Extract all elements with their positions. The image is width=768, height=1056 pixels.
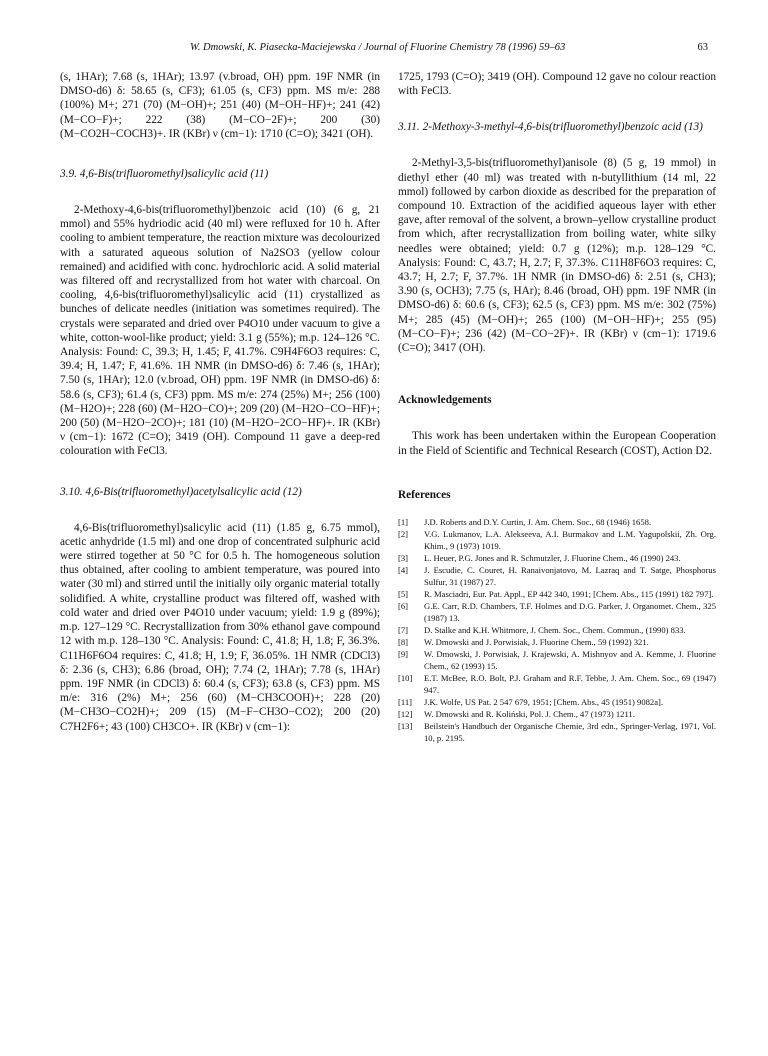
reference-number: [11] xyxy=(398,697,412,708)
continued-paragraph: 1725, 1793 (C=O); 3419 (OH). Compound 12 gave no colour reaction with FeCl3. xyxy=(398,71,716,98)
reference-text: W. Dmowski and J. Porwisiak, J. Fluorine Chem., 59 (1992) 321. xyxy=(424,637,649,648)
reference-number: [7] xyxy=(398,625,409,636)
reference-item xyxy=(398,552,716,564)
reference-item xyxy=(398,516,716,528)
reference-number: [5] xyxy=(398,589,409,600)
reference-number: [2] xyxy=(398,529,409,540)
reference-text: W. Dmowski, J. Porwisiak, J. Krajewski, A. Mishnyov and A. Kemme, J. Fluorine Chem., 62 (1993) 15. xyxy=(424,649,716,672)
reference-list xyxy=(398,516,716,744)
reference-text: J.K. Wolfe, US Pat. 2 547 679, 1951; [Chem. Abs., 45 (1951) 9082a]. xyxy=(424,697,664,708)
section-3-9-body: 2-Methoxy-4,6-bis(trifluoromethyl)benzoic acid (10) (6 g, 21 mmol) and 55% hydriodic acid (40 ml) were refluxed for 10 h. After cooling to ambient temperature, the reaction mixture was decolourized with a saturated aqueous solution of Na2SO3 (yellow colour remained) and acidified with conc. hydrochloric acid. A solid material was filtered off and recrystallized from hot water with charcoal. On cooling, 4,6-bis(trifluoromethyl)salicylic acid (11) crystallized as bunches of delicate needles (initiation was sometimes required). The crystals were separated and dried over P4O10 under vacuum to give a white, cotton-wool-like product; yield: 3.1 g (55%); m.p. 124–126 °C. Analysis: Found: C, 39.3; H, 1.45; F, 41.7%. C9H4F6O3 requires: C, 39.4; H, 1.47; F, 41.6%. 1H NMR (in DMSO-d6) δ: 7.46 (s, 1HAr); 7.50 (s, 1HAr); 12.0 (v.broad, OH) ppm. 19F NMR (in DMSO-d6) δ: 58.6 (s, CF3); 61.4 (s, CF3) ppm. MS m/e: 274 (25%) M+; 256 (100) (M−H2O)+; 228 (60) (M−H2O−CO)+; 209 (20) (M−H2O−CO−HF)+; 200 (50) (M−H2O−2CO)+; 181 (10) (M−H2O−2CO−HF)+. IR (KBr) ν (cm−1): 1672 (C=O); 3419 (OH). Compound 11 gave a deep-red colouration with FeCl3. xyxy=(60,204,380,458)
reference-item xyxy=(398,720,716,744)
reference-number: [8] xyxy=(398,637,409,648)
reference-number: [4] xyxy=(398,565,409,576)
reference-item xyxy=(398,600,716,624)
section-3-10-body: 4,6-Bis(trifluoromethyl)salicylic acid (11) (1.85 g, 6.75 mmol), acetic anhydride (1.5 ml) and one drop of concentrated sulphuric acid were stirred together at 50 °C for 0.5 h. The homogeneous solution thus obtained, after cooling to ambient temperature, was poured into water (30 ml) and stirred until the initially oily organic material totally solidified. A white, crystalline product was filtered off, washed with cold water and dried over P4O10 under vacuum; yield: 1.9 g (89%); m.p. 127–129 °C. Recrystallization from 30% ethanol gave compound 12 with m.p. 128–130 °C. Analysis: Found: C, 41.8; H, 1.8; F, 36.3%. C11H6F6O4 requires: C, 41.8; H, 1.9; F, 36.05%. 1H NMR (CDCl3) δ: 2.36 (s, CH3); 6.86 (broad, OH); 7.74 (2, 1HAr); 7.78 (s, 1HAr) ppm. 19F NMR (in CDCl3) δ: 60.4 (s, CF3); 63.8 (s, CF3) ppm. MS m/e: 316 (2%) M+; 256 (60) (M−CH3COOH)+; 228 (20) (M−CH3O−CO2H)+; 209 (15) (M−F−CH3O−CO2); 200 (20) C7H2F6+; 43 (100) CH3CO+. IR (KBr) ν (cm−1): xyxy=(60,521,380,733)
reference-item xyxy=(398,672,716,696)
section-3-10-title: 3.10. 4,6-Bis(trifluoromethyl)acetylsalicylic acid (12) xyxy=(60,485,302,498)
intro-paragraph: (s, 1HAr); 7.68 (s, 1HAr); 13.97 (v.broad, OH) ppm. 19F NMR (in DMSO-d6) δ: 58.65 (s, CF3); 61.05 (s, CF3) ppm. MS m/e: 288 (100%) M+; 271 (70) (M−OH)+; 251 (40) (M−OH−HF)+; 241 (42) (M−CO−F)+; 222 (38) (M−CO−2F)+; 200 (30) (M−CO2H−COCH3)+. IR (KBr) ν (cm−1): 1710 (C=O); 3421 (OH). xyxy=(60,71,380,140)
acknowledgements-body: This work has been undertaken within the European Cooperation in the Field of Scientific and Technical Research (COST), Action D2. xyxy=(398,430,716,457)
reference-item xyxy=(398,708,716,720)
reference-text: E.T. McBee, R.O. Bolt, P.J. Graham and R.F. Tebbe, J. Am. Chem. Soc., 69 (1947) 947. xyxy=(424,673,716,696)
reference-text: J.D. Roberts and D.Y. Curtin, J. Am. Chem. Soc., 68 (1946) 1658. xyxy=(424,517,652,528)
acknowledgements-heading: Acknowledgements xyxy=(398,394,492,407)
reference-text: R. Masciadri, Eur. Pat. Appl., EP 442 340, 1991; [Chem. Abs., 115 (1991) 182 797]. xyxy=(424,589,714,600)
section-3-11-body: 2-Methyl-3,5-bis(trifluoromethyl)anisole (8) (5 g, 19 mmol) in diethyl ether (40 ml) was treated with n-butyllithium (14 ml, 22 mmol) followed by carbon dioxide as described for the preparation of compound 10. Extraction of the acidified aqueous layer with ether gave, after removal of the solvent, a brown–yellow crystalline product from which, after recrystallization from boiling water, white silky needles were obtained; yield: 0.7 g (12%); m.p. 128–129 °C. Analysis: Found: C, 43.7; H, 2.7; F, 37.3%. C11H8F6O3 requires: C, 43.7; H, 2.7; F, 37.7%. 1H NMR (in DMSO-d6) δ: 2.51 (s, CH3); 3.90 (s, OCH3); 7.75 (s, HAr); 8.46 (broad, OH) ppm. 19F NMR (in DMSO-d6) δ: 60.6 (s, CF3); 62.5 (s, CF3) ppm. MS m/e: 302 (75%) M+; 285 (45) (M−OH)+; 265 (100) (M−OH−HF)+; 255 (95) (M−CO−F)+; 236 (42) (M−CO−2F)+. IR (KBr) ν (cm−1): 1719.6 (C=O); 3417 (OH). xyxy=(398,157,716,355)
reference-text: V.G. Lukmanov, L.A. Alekseeva, A.I. Burmakov and L.M. Yagupolskii, Zh. Org. Khim., 9 (1973) 1019. xyxy=(424,529,716,552)
reference-text: L. Heuer, P.G. Jones and R. Schmutzler, J. Fluorine Chem., 46 (1990) 243. xyxy=(424,553,681,564)
running-header xyxy=(60,42,708,58)
reference-text: W. Dmowski and R. Koliński, Pol. J. Chem., 47 (1973) 1211. xyxy=(424,709,635,720)
reference-item xyxy=(398,588,716,600)
references-heading: References xyxy=(398,488,451,501)
reference-item xyxy=(398,636,716,648)
reference-item xyxy=(398,648,716,672)
running-title: W. Dmowski, K. Piasecka-Maciejewska / Journal of Fluorine Chemistry 78 (1996) 59–63 xyxy=(190,42,566,53)
left-column xyxy=(60,70,380,1020)
reference-text: G.E. Carr, R.D. Chambers, T.F. Holmes and D.G. Parker, J. Organomet. Chem., 325 (1987) 13. xyxy=(424,601,716,624)
right-column xyxy=(398,70,716,1020)
reference-number: [12] xyxy=(398,709,413,720)
section-3-9-title: 3.9. 4,6-Bis(trifluoromethyl)salicylic acid (11) xyxy=(60,168,269,181)
reference-number: [3] xyxy=(398,553,409,564)
reference-text: J. Escudie, C. Couret, H. Ranaivonjatovo, M. Lazraq and T. Satge, Phosphorus Sulfur, 31 (1987) 27. xyxy=(424,565,716,588)
reference-item xyxy=(398,564,716,588)
section-3-11-title: 3.11. 2-Methoxy-3-methyl-4,6-bis(trifluoromethyl)benzoic acid (13) xyxy=(398,121,703,134)
reference-item xyxy=(398,624,716,636)
reference-text: Beilstein's Handbuch der Organische Chemie, 3rd edn., Springer-Verlag, 1971, Vol. 10, p. 2195. xyxy=(424,721,716,744)
reference-number: [1] xyxy=(398,517,409,528)
reference-number: [13] xyxy=(398,721,413,732)
reference-item xyxy=(398,528,716,552)
reference-number: [6] xyxy=(398,601,409,612)
reference-number: [10] xyxy=(398,673,413,684)
page-number: 63 xyxy=(697,42,708,53)
reference-number: [9] xyxy=(398,649,409,660)
reference-item xyxy=(398,696,716,708)
reference-text: D. Stalke and K.H. Whitmore, J. Chem. Soc., Chem. Commun., (1990) 833. xyxy=(424,625,686,636)
